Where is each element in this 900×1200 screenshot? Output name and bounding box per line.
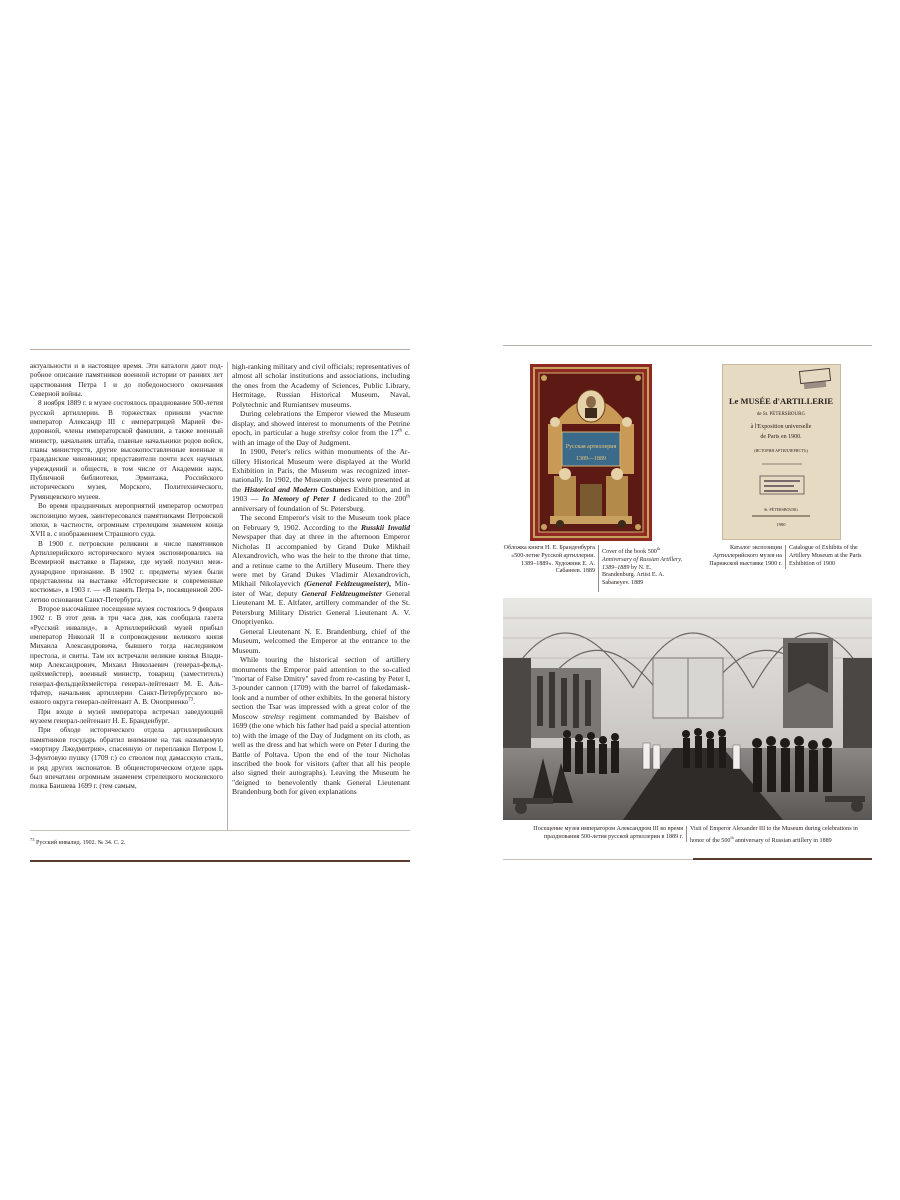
english-text-column bbox=[232, 362, 410, 797]
right-bottom-rule bbox=[693, 858, 872, 860]
catalogue-line7: 1900 bbox=[776, 522, 786, 527]
footnote-text: Русский инвалид. 1902. № 34. С. 2. bbox=[34, 840, 126, 846]
text-run: 8 ноября 1889 г. в музее состоялось празднование 500-летия русской артиллерии. В торжествах приняли участие император Александр III с императрицей Марией Федоровной, члены императорской фамилии, а также военный министр, начальник штаба, главные начальники родов войск, главы министерств, другие высокопоставленные военные и гражданские чиновники; представители почти всех научных учреждений и обществ, в том числе от Академии наук, Публичной библиотеки, Эрмитажа, Российского исторического музея, Морского, Политехнического, Румянцевского музеев. bbox=[30, 399, 223, 501]
text-run: При обходе исторического отдела артиллерийских памятников государь обратил внимание на так называемую «мортиру Лжедмитрия», спасенную от переплавки Петром I, 3-фунтовую пушку (1709 г.) со стволом под дамасскую сталь, и ряд других экспонатов. В общеисторическом отделе царь был впечатлен огромным знаменем стрелецкого московского полка Баишева 1699 г. (тем самым, bbox=[30, 726, 223, 791]
text-run: Exhibition, and in 1903 — bbox=[232, 484, 410, 504]
text-run: regiment commanded by Baishev of 1699 (the one which his father had paid a special attention to) with the image of the Day of Judgment on its cloth, as well as the dress and hat which were on Peter I during the Battle of Poltava. Upon the end of the tour Nicholas inscribed the book for visitors (after that all his people also signed their autographs). Leaving the Museum he "deigned to benevolently thank General Lieutenant Brandenburg both for given explanations bbox=[232, 711, 410, 797]
book-cover-image bbox=[530, 364, 652, 541]
text-run: Newspaper that day at three in the afternoon Emperor Nicholas II accompanied by Grand Duke Mikhail Alexandrovich, who was the heir to the throne that time, and a retinue came to the Artillery Museum. There they were met by Grand Dukes Vladimir Alexandrovich, Mikhail Nikolayevich bbox=[232, 532, 410, 589]
paragraph bbox=[232, 655, 410, 797]
book-cover-caption-ru: Обложка книги Н. Е. Бранденбурга «500-летие Русской артиллерии. 1389–1889». Художник Е. А. Сабанеев. 1889 bbox=[503, 545, 595, 575]
text-run: by N. E. Brandenburg. Artist E. A. Sabaneyev. 1889 bbox=[602, 564, 665, 587]
text-run: streltsy bbox=[262, 711, 285, 721]
text-run: General Feldzeugmeister bbox=[301, 588, 383, 598]
text-run: anniversary of foundation of St. Petersburg. bbox=[232, 503, 365, 513]
paragraph bbox=[232, 627, 410, 655]
engraving-caption-ru: Посещение музея императором Александром III во время празднования 500-летия русской артиллерии в 1889 г. bbox=[533, 826, 683, 840]
text-run: Во время праздничных мероприятий император осмотрел экспозицию музея, заинтересовался памятниками Петровской эпохи, в частности, огромным стрелецким знаменем конца XVII в. с изображением Страшного суда. bbox=[30, 502, 223, 539]
engraving-caption-divider bbox=[686, 826, 687, 842]
text-run: General Lieutenant N. E. Brandenburg, chief of the Museum, welcomed the Emperor at the entrance to the Museum. bbox=[232, 626, 410, 655]
text-run: During celebrations the Emperor viewed the Museum display, and showed interest to monuments of the Petrine epoch, in particular a huge bbox=[232, 409, 410, 438]
museum-visit-engraving bbox=[503, 598, 872, 820]
superscript: th bbox=[656, 546, 660, 551]
paragraph bbox=[30, 399, 223, 502]
catalogue-line4: de Paris en 1900. bbox=[760, 434, 802, 440]
cover-title-text: Русская артиллерия bbox=[565, 444, 617, 450]
catalogue-caption-en: Catalogue of Exhibits of the Artillery Museum at the Paris Exhibition of 1900 bbox=[789, 545, 862, 567]
text-run: c. with an image of the Day of Judgment. bbox=[232, 428, 410, 447]
text-run: Visit of Emperor Alexander III to the Museum during celebrations in honor of the 500 bbox=[690, 826, 858, 844]
text-run: anniversary of Russian artillery in 1889 bbox=[733, 837, 832, 844]
catalogue-line6: St. PÉTERSBOURG bbox=[764, 507, 798, 512]
left-bottom-rule bbox=[30, 860, 410, 862]
catalogue-illustration bbox=[722, 364, 841, 540]
text-run: Cover of the book 500 bbox=[602, 549, 657, 556]
catalogue-caption-divider bbox=[785, 545, 786, 569]
catalogue-line3: à l'Exposition universelle bbox=[750, 424, 812, 430]
paragraph bbox=[30, 605, 223, 708]
text-run: In 1900, Peter's relics within monuments of the Artillery Historical Museum were displayed at the World Exhibition in Paris, the Museum was recognized internationally. In 1902, the Museum objects were presented at the bbox=[232, 447, 410, 494]
footnote-number: 73 bbox=[30, 837, 35, 842]
text-run: . bbox=[193, 698, 196, 707]
footnote bbox=[30, 836, 280, 847]
paragraph bbox=[232, 513, 410, 626]
text-run: In Memory of Peter I bbox=[262, 494, 336, 504]
text-run: актуальности и в настоящее время. Эти каталоги дают подробное описание памятников военной истории от ранних лет царствования Петра I и до победоносного окончания Северной войны. bbox=[30, 362, 223, 399]
text-run: color from the 17 bbox=[340, 428, 399, 438]
right-top-rule bbox=[503, 345, 872, 346]
text-run: streltsy bbox=[318, 428, 341, 438]
paragraph bbox=[30, 502, 223, 539]
text-run: При входе в музей императора встречал заведующий музеем генерал-лейтенант Н. Е. Бранденбург. bbox=[30, 707, 223, 726]
paragraph bbox=[232, 447, 410, 513]
superscript: th bbox=[406, 494, 411, 500]
footnote-rule bbox=[30, 830, 410, 831]
paragraph bbox=[232, 362, 410, 409]
engraving-caption-en bbox=[690, 826, 872, 846]
text-run: high-ranking military and civil officials; representatives of almost all scholar institutions and associations, including the ones from the Academy of Sciences, Public Library, Hermitage, Russian Historical Museum, Naval, Polytechnic and Rumiantsev museums. bbox=[232, 362, 410, 409]
right-bottom-rule-gray bbox=[503, 859, 693, 860]
book-cover-caption-divider bbox=[598, 545, 599, 592]
superscript: th bbox=[730, 834, 734, 840]
superscript: 73 bbox=[188, 697, 194, 703]
text-run: Anniversary of Russian Artillery. 1389–1889 bbox=[602, 556, 683, 571]
text-run: While touring the historical section of artillery monuments the Emperor paid attention to the so-called "mortar of False Dmitry" saved from re-casting by Peter I, 3-pounder cannon (1709) with the barrel of fakedamask-look and a number of other exhibits. In the general history section the Tsar was impressed with a great color of the Moscow bbox=[232, 655, 410, 721]
catalogue-line5: (ИСТОРИЯ АРТИЛЛЕРИСТЪ) bbox=[754, 448, 808, 453]
paragraph bbox=[30, 708, 223, 727]
text-run: Russkii Invalid bbox=[360, 522, 410, 532]
left-top-rule bbox=[30, 349, 410, 350]
catalogue-caption-ru: Каталог экспозиции Артиллерийского музея на Парижской выставке 1900 г. bbox=[709, 545, 782, 567]
catalogue-title: Le MUSÉE d'ARTILLERIE bbox=[728, 396, 834, 406]
text-run: General Lieutenant M. E. Altfater, artillery commander of the St. Petersburg Military District General Lieutenant A. V. Onopriyenko. bbox=[232, 588, 410, 627]
text-run: Historical and Modern Costumes bbox=[244, 484, 351, 494]
book-cover-illustration bbox=[530, 364, 652, 541]
text-run: (General Feldzeugmeister), bbox=[304, 579, 392, 589]
text-run: В 1900 г. петровские реликвии в числе памятников Артиллерийского исторического музея экспонировались на Всемирной выставке в Париже, где музей получил международное признание. В 1902 г. предметы музея были представлены на выставке «Исторические и современные костюмы», в 1903 г. — «В память Петра I», посвященной 200-летию основания Санкт-Петербурга. bbox=[30, 539, 223, 604]
paragraph bbox=[30, 726, 223, 791]
catalogue-line2: de St. PÉTERSBOURG bbox=[756, 412, 806, 417]
superscript: th bbox=[398, 428, 403, 434]
paragraph bbox=[30, 362, 223, 399]
book-cover-caption-en bbox=[602, 545, 684, 588]
text-run: The second Emperor's visit to the Museum took place on February 9, 1902. According to the bbox=[232, 513, 410, 532]
engraving-illustration bbox=[503, 598, 872, 820]
cover-years-text: 1389—1889 bbox=[576, 456, 606, 462]
paragraph bbox=[232, 409, 410, 447]
catalogue-cover-image bbox=[722, 364, 841, 540]
paragraph bbox=[30, 540, 223, 605]
text-run: dedicated to the 200 bbox=[335, 494, 407, 504]
russian-text-column bbox=[30, 362, 223, 792]
column-divider bbox=[227, 362, 228, 830]
text-run: Minister of War, deputy bbox=[232, 579, 410, 598]
text-run: Второе высочайшее посещение музея состоялось 9 февраля 1902 г. В этот день в три часа дня, как сообщала газета «Русский инвалид», в Артиллерийский музей прибыл император Николай II в сопровождении великого князя Михаила Александровича, бывшего тогда наследником престола, и свиты. Там их встречали великие князья Владимир Александрович, Михаил Николаевич (генерал-фельдцейхмейстер), военный министр, товарищ (заместитель) генерал-фельдцейхмейстера генерал-лейтенант М. Е. Альтфатер, начальник артиллерии Санкт-Петербургского военного округа генерал-лейтенант А. В. Оноприенко bbox=[30, 604, 223, 707]
